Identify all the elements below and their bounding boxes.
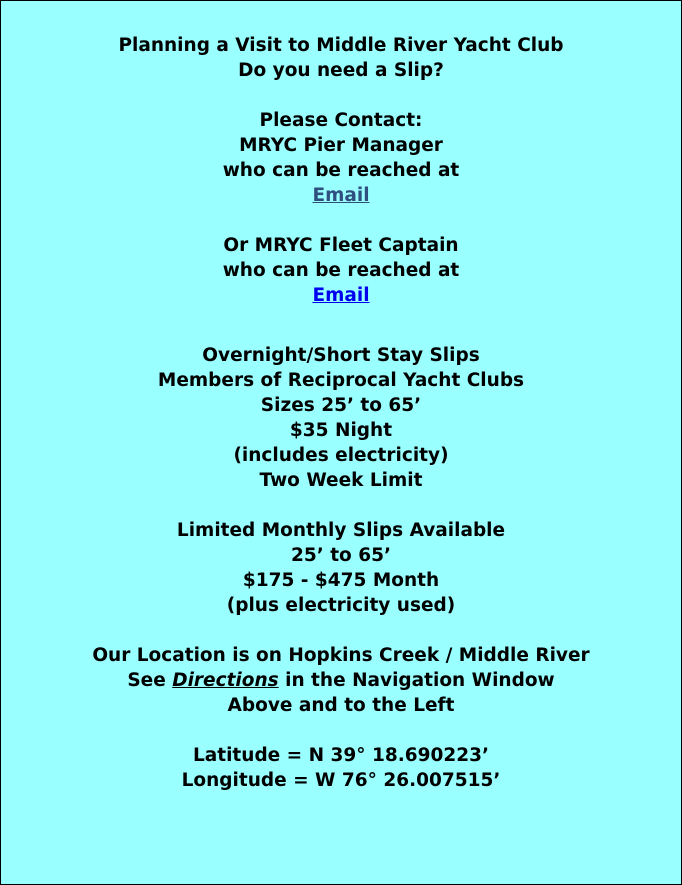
directions-link[interactable]: Directions	[172, 670, 279, 691]
pier-manager-reach-text: who can be reached at	[222, 160, 460, 181]
monthly-title: Limited Monthly Slips Available	[176, 520, 506, 541]
intro-heading: Planning a Visit to Middle River Yacht Club	[118, 35, 564, 56]
spacer	[1, 493, 681, 518]
navigation-window-text: in the Navigation Window	[285, 670, 555, 691]
latitude-text: Latitude = N 39° 18.690223’	[192, 745, 490, 766]
overnight-price: $35 Night	[289, 420, 393, 441]
overnight-eligibility: Members of Reciprocal Yacht Clubs	[157, 370, 525, 391]
spacer	[1, 718, 681, 743]
pier-manager-role: MRYC Pier Manager	[239, 135, 443, 156]
location-hint: Above and to the Left	[227, 695, 455, 716]
monthly-sizes: 25’ to 65’	[291, 545, 391, 566]
spacer	[1, 208, 681, 233]
see-text: See	[127, 670, 166, 691]
directions-line	[1, 668, 681, 693]
monthly-note: (plus electricity used)	[226, 595, 456, 616]
location-line: Our Location is on Hopkins Creek / Middle River	[92, 645, 590, 666]
intro-question: Do you need a Slip?	[238, 60, 444, 81]
fleet-captain-email-link[interactable]: Email	[312, 285, 370, 306]
overnight-title: Overnight/Short Stay Slips	[202, 345, 480, 366]
fleet-captain-reach-text: who can be reached at	[222, 260, 460, 281]
monthly-price: $175 - $475 Month	[242, 570, 440, 591]
pier-manager-email-link[interactable]: Email	[312, 185, 370, 206]
spacer	[1, 618, 681, 643]
spacer	[1, 83, 681, 108]
overnight-limit: Two Week Limit	[259, 470, 423, 491]
fleet-captain-email-line	[1, 283, 681, 308]
overnight-note: (includes electricity)	[233, 445, 449, 466]
pier-manager-email-line	[1, 183, 681, 208]
contact-heading: Please Contact:	[259, 110, 423, 131]
fleet-captain-role: Or MRYC Fleet Captain	[223, 235, 459, 256]
slip-info-content	[1, 33, 681, 793]
spacer	[1, 308, 681, 343]
longitude-text: Longitude = W 76° 26.007515’	[181, 770, 501, 791]
overnight-sizes: Sizes 25’ to 65’	[260, 395, 422, 416]
